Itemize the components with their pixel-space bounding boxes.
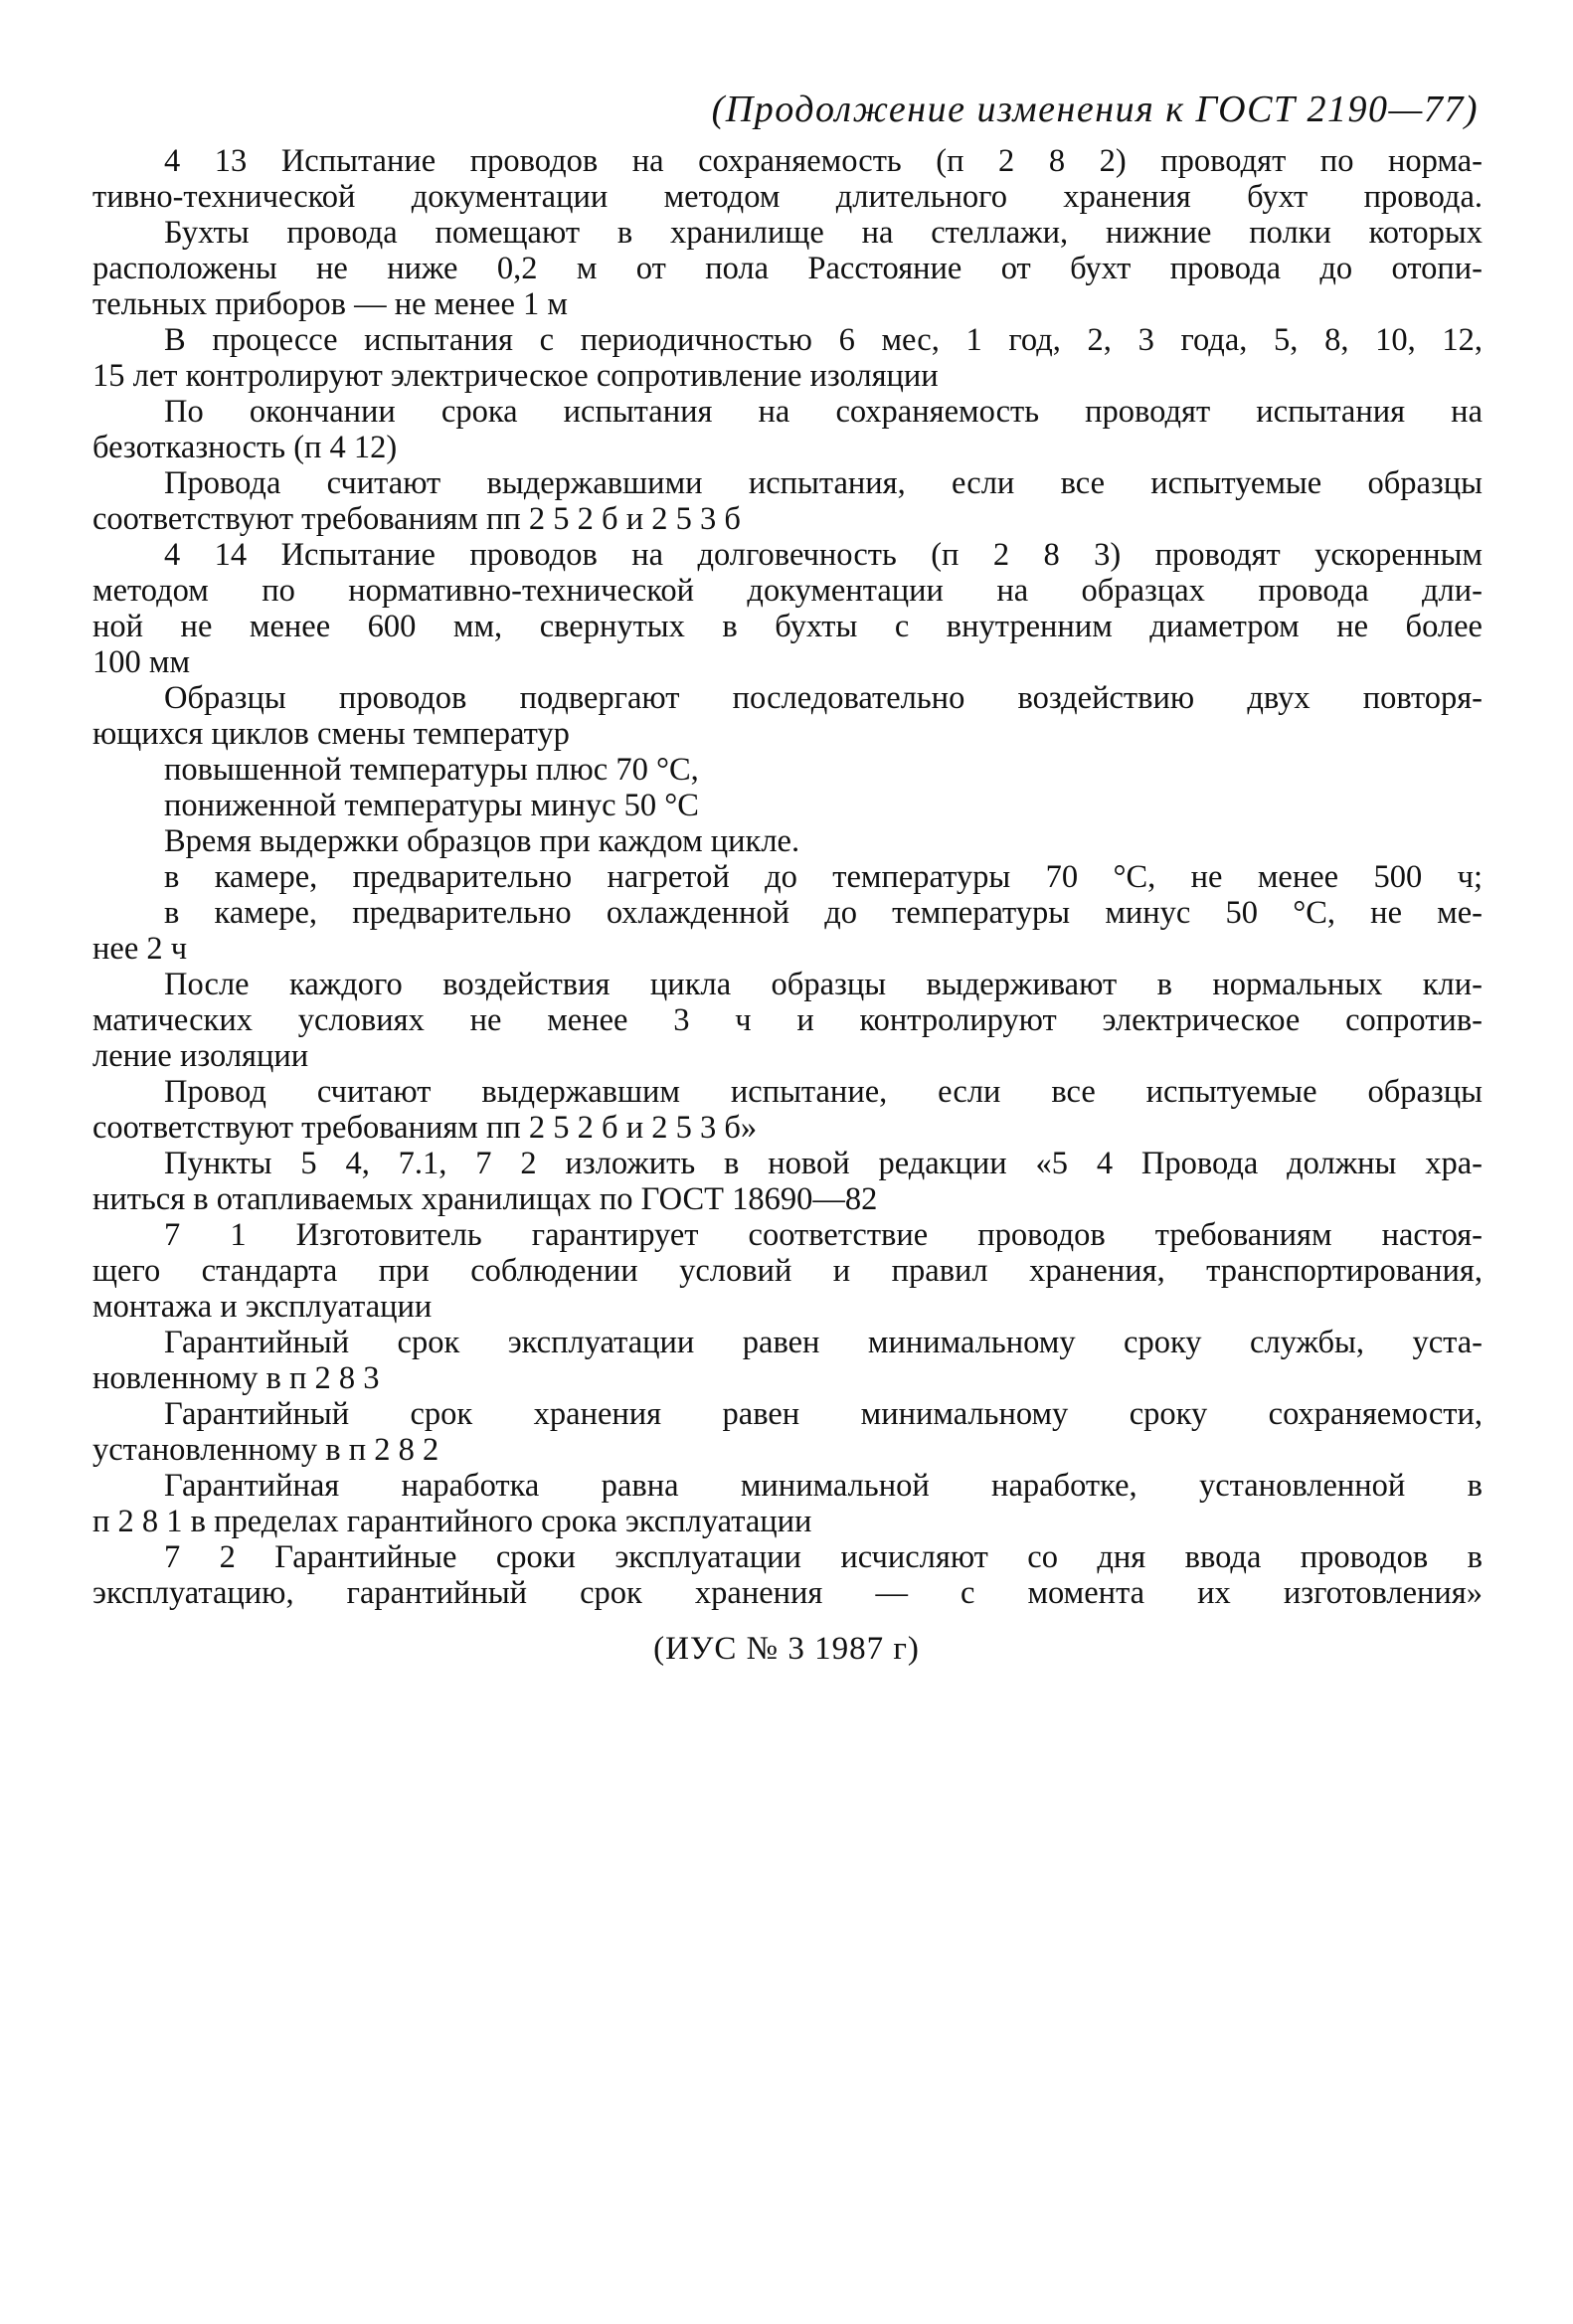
- text-line: Гарантийная наработка равна минимальной наработке, установленной в: [164, 1468, 1483, 1504]
- text-line: ниться в отапливаемых хранилищах по ГОСТ 18690—82: [92, 1181, 878, 1217]
- text-line: 4 13 Испытание проводов на сохраняемость (п 2 8 2) проводят по норма-: [164, 143, 1483, 179]
- text-line: тельных приборов — не менее 1 м: [92, 286, 568, 322]
- text-line: Провод считают выдержавшим испытание, если все испытуемые образцы: [164, 1074, 1483, 1110]
- text-line: По окончании срока испытания на сохраняемость проводят испытания на: [164, 394, 1483, 430]
- page-footer-source: (ИУС № 3 1987 г): [653, 1631, 920, 1667]
- text-line: Бухты провода помещают в хранилище на стеллажи, нижние полки которых: [164, 215, 1483, 251]
- text-line: После каждого воздействия цикла образцы выдерживают в нормальных кли-: [164, 967, 1483, 1002]
- text-line: в камере, предварительно нагретой до температуры 70 °С, не менее 500 ч;: [164, 859, 1483, 895]
- text-line: в камере, предварительно охлажденной до температуры минус 50 °С, не ме-: [164, 895, 1483, 931]
- text-line: ной не менее 600 мм, свернутых в бухты с внутренним диаметром не более: [92, 609, 1483, 644]
- text-line: п 2 8 1 в пределах гарантийного срока эксплуатации: [92, 1504, 812, 1539]
- text-line: 7 1 Изготовитель гарантирует соответствие проводов требованиям настоя-: [164, 1217, 1483, 1253]
- text-line: щего стандарта при соблюдении условий и правил хранения, транспортирования,: [92, 1253, 1483, 1289]
- text-line: В процессе испытания с периодичностью 6 мес, 1 год, 2, 3 года, 5, 8, 10, 12,: [164, 322, 1483, 358]
- text-line: установленному в п 2 8 2: [92, 1432, 439, 1468]
- text-line: расположены не ниже 0,2 м от пола Расстояние от бухт провода до отопи-: [92, 251, 1483, 286]
- text-line: Пункты 5 4, 7.1, 7 2 изложить в новой редакции «5 4 Провода должны хра-: [164, 1146, 1483, 1181]
- text-line: Провода считают выдержавшими испытания, если все испытуемые образцы: [164, 465, 1483, 501]
- text-line: тивно-технической документации методом длительного хранения бухт провода.: [92, 179, 1483, 215]
- text-line: эксплуатацию, гарантийный срок хранения — с момента их изготовления»: [92, 1575, 1483, 1611]
- page-header: (Продолжение изменения к ГОСТ 2190—77): [711, 89, 1479, 130]
- document-body: [92, 143, 1483, 1611]
- text-line: пониженной температуры минус 50 °С: [164, 788, 699, 823]
- text-line: Гарантийный срок хранения равен минимальному сроку сохраняемости,: [164, 1396, 1483, 1432]
- text-line: соответствуют требованиям пп 2 5 2 б и 2 5 3 б: [92, 501, 741, 537]
- text-line: Время выдержки образцов при каждом цикле.: [164, 823, 800, 859]
- text-line: 15 лет контролируют электрическое сопротивление изоляции: [92, 358, 939, 394]
- text-line: соответствуют требованиям пп 2 5 2 б и 2 5 3 б»: [92, 1110, 758, 1146]
- text-line: 4 14 Испытание проводов на долговечность (п 2 8 3) проводят ускоренным: [164, 537, 1483, 573]
- text-line: 7 2 Гарантийные сроки эксплуатации исчисляют со дня ввода проводов в: [164, 1539, 1483, 1575]
- text-line: 100 мм: [92, 644, 191, 680]
- text-line: нее 2 ч: [92, 931, 188, 967]
- text-line: Образцы проводов подвергают последовательно воздействию двух повторя-: [164, 680, 1483, 716]
- text-line: безотказность (п 4 12): [92, 430, 398, 465]
- text-line: ление изоляции: [92, 1038, 309, 1074]
- text-line: монтажа и эксплуатации: [92, 1289, 433, 1325]
- text-line: методом по нормативно-технической документации на образцах провода дли-: [92, 573, 1483, 609]
- text-line: ющихся циклов смены температур: [92, 716, 570, 752]
- text-line: новленному в п 2 8 3: [92, 1360, 380, 1396]
- text-line: повышенной температуры плюс 70 °С,: [164, 752, 699, 788]
- text-line: Гарантийный срок эксплуатации равен минимальному сроку службы, уста-: [164, 1325, 1483, 1360]
- text-line: матических условиях не менее 3 ч и контролируют электрическое сопротив-: [92, 1002, 1483, 1038]
